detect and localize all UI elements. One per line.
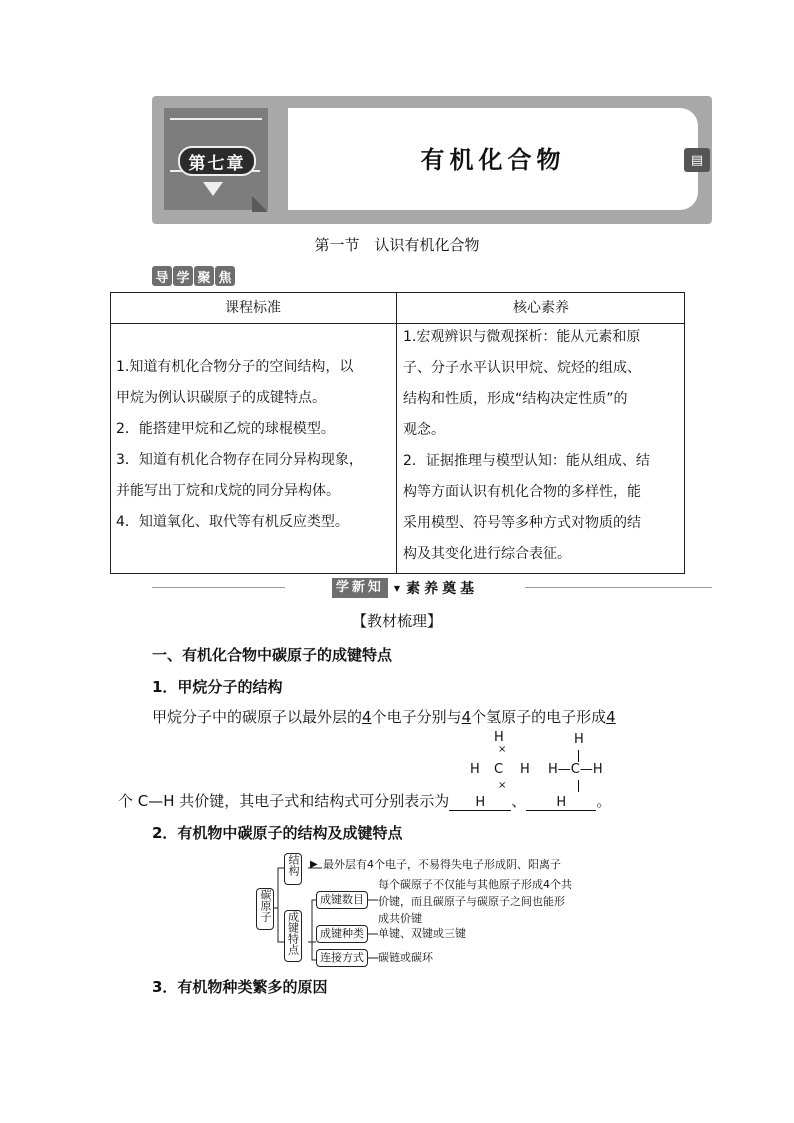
text: 。: [596, 792, 612, 810]
formula-text: H—C—H: [548, 762, 603, 777]
guide-tag-char: 焦: [215, 266, 235, 286]
electron-mark: ×: [498, 780, 507, 791]
bond-line: [578, 750, 579, 762]
heading-1: 一、有机化合物中碳原子的成键特点: [152, 646, 393, 664]
table-line: 并能写出丁烷和戊烷的同分异构体。: [116, 483, 340, 499]
text: 个氢原子的电子形成: [471, 708, 607, 726]
atom-label: C: [494, 762, 504, 777]
table-cell-standard: [116, 352, 394, 538]
diagram-text-line: 成共价键: [378, 912, 422, 925]
paragraph-2: [118, 790, 611, 811]
answer: 4: [606, 708, 616, 726]
answer: 4: [362, 708, 372, 726]
table-header-standard: 课程标准: [225, 300, 281, 316]
table-header-literacy: 核心素养: [513, 300, 569, 316]
table-line: 甲烷为例认识碳原子的成键特点。: [116, 390, 326, 406]
textbook-heading: 【教材梳理】: [351, 612, 442, 630]
text: 、: [511, 792, 527, 810]
diagram-text-line: 价键，而且碳原子与碳原子之间也能形: [378, 895, 565, 908]
chapter-badge: 第七章: [178, 146, 256, 176]
diagram-structure: [284, 853, 302, 885]
atom-label: H: [470, 762, 480, 777]
item-1-label: 1．甲烷分子的结构: [152, 678, 283, 696]
down-arrow-icon: [203, 182, 223, 196]
item-1: [152, 676, 282, 697]
table-line: 构等方面认识有机化合物的多样性，能: [403, 484, 641, 500]
atom-label: H: [520, 762, 530, 777]
table-line: 3．知道有机化合物存在同分异构现象，: [116, 452, 363, 468]
atom-label: H: [475, 795, 486, 810]
atom-label: H: [574, 732, 584, 747]
divider-dot-icon: ▼: [393, 583, 401, 593]
diagram-b2: 成键种类: [316, 925, 368, 943]
guide-tag-char: 学: [173, 266, 193, 286]
divider-subtitle: 素养奠基: [406, 581, 479, 597]
book-icon: ▤: [684, 148, 710, 172]
page-fold-icon: [252, 196, 268, 212]
table-line: 采用模型、符号等多种方式对物质的结: [403, 515, 641, 531]
atom-label: H: [494, 730, 504, 745]
text: 个电子分别与: [371, 708, 462, 726]
table-cell-literacy: [403, 322, 683, 570]
table-line: 1.宏观辨识与微观探析：能从元素和原: [403, 329, 641, 345]
table-line: 2．能搭建甲烷和乙烷的球棍模型。: [116, 421, 335, 437]
table-line: 2．证据推理与模型认知：能从组成、结: [403, 453, 650, 469]
diagram-structure-text: 最外层有4个电子，不易得失电子形成阴、阳离子: [323, 858, 561, 871]
table-line: 子、分子水平认识甲烷、烷烃的组成、: [403, 360, 641, 376]
diagram-b1: 成键数目: [316, 891, 368, 909]
table-line: 观念。: [403, 422, 445, 438]
chapter-decoration: [170, 118, 262, 134]
item-2: 2．有机物中碳原子的结构及成键特点: [152, 824, 403, 842]
table-line: 4．知道氧化、取代等有机反应类型。: [116, 514, 349, 530]
divider-tag: 学新知: [332, 578, 388, 598]
answer-blank: [526, 795, 596, 811]
guide-tag: [152, 266, 236, 286]
guide-tag-char: 聚: [194, 266, 214, 286]
diagram-text-line: 每个碳原子不仅能与其他原子形成4个共: [378, 878, 572, 891]
paragraph-1: [152, 706, 616, 727]
diagram-b3: 连接方式: [316, 949, 368, 967]
section-title: 第一节 认识有机化合物: [314, 236, 480, 254]
electron-mark: ×: [498, 744, 507, 755]
diagram-b2-text: 单键、双键或三键: [378, 927, 466, 940]
diagram-label: 碳原子: [259, 889, 272, 922]
table-line: 1.知道有机化合物分子的空间结构，以: [116, 359, 354, 375]
diagram-b3-text: 碳链或碳环: [378, 951, 433, 964]
guide-tag-char: 导: [152, 266, 172, 286]
diagram-label: 结构: [287, 854, 300, 876]
table-line: 构及其变化进行综合表征。: [403, 546, 571, 562]
table-line: 结构和性质，形成“结构决定性质”的: [403, 391, 628, 407]
arrow-right-icon: ▶: [310, 859, 318, 870]
diagram-root: [256, 888, 274, 930]
answer: 4: [461, 708, 472, 726]
diagram-b1-text: [378, 876, 572, 927]
text: 甲烷分子中的碳原子以最外层的: [152, 708, 363, 726]
text: 个 C—H 共价键，其电子式和结构式可分别表示为: [118, 792, 450, 810]
answer-blank: [449, 795, 511, 811]
table-divider: [396, 292, 397, 574]
atom-label: H: [556, 795, 567, 810]
chapter-title: 有机化合物: [420, 146, 566, 174]
diagram-bonding: [284, 910, 302, 962]
diagram-label: 成键特点: [286, 911, 300, 955]
section-divider-label: [285, 578, 525, 598]
item-3: 3．有机物种类繁多的原因: [152, 978, 328, 996]
